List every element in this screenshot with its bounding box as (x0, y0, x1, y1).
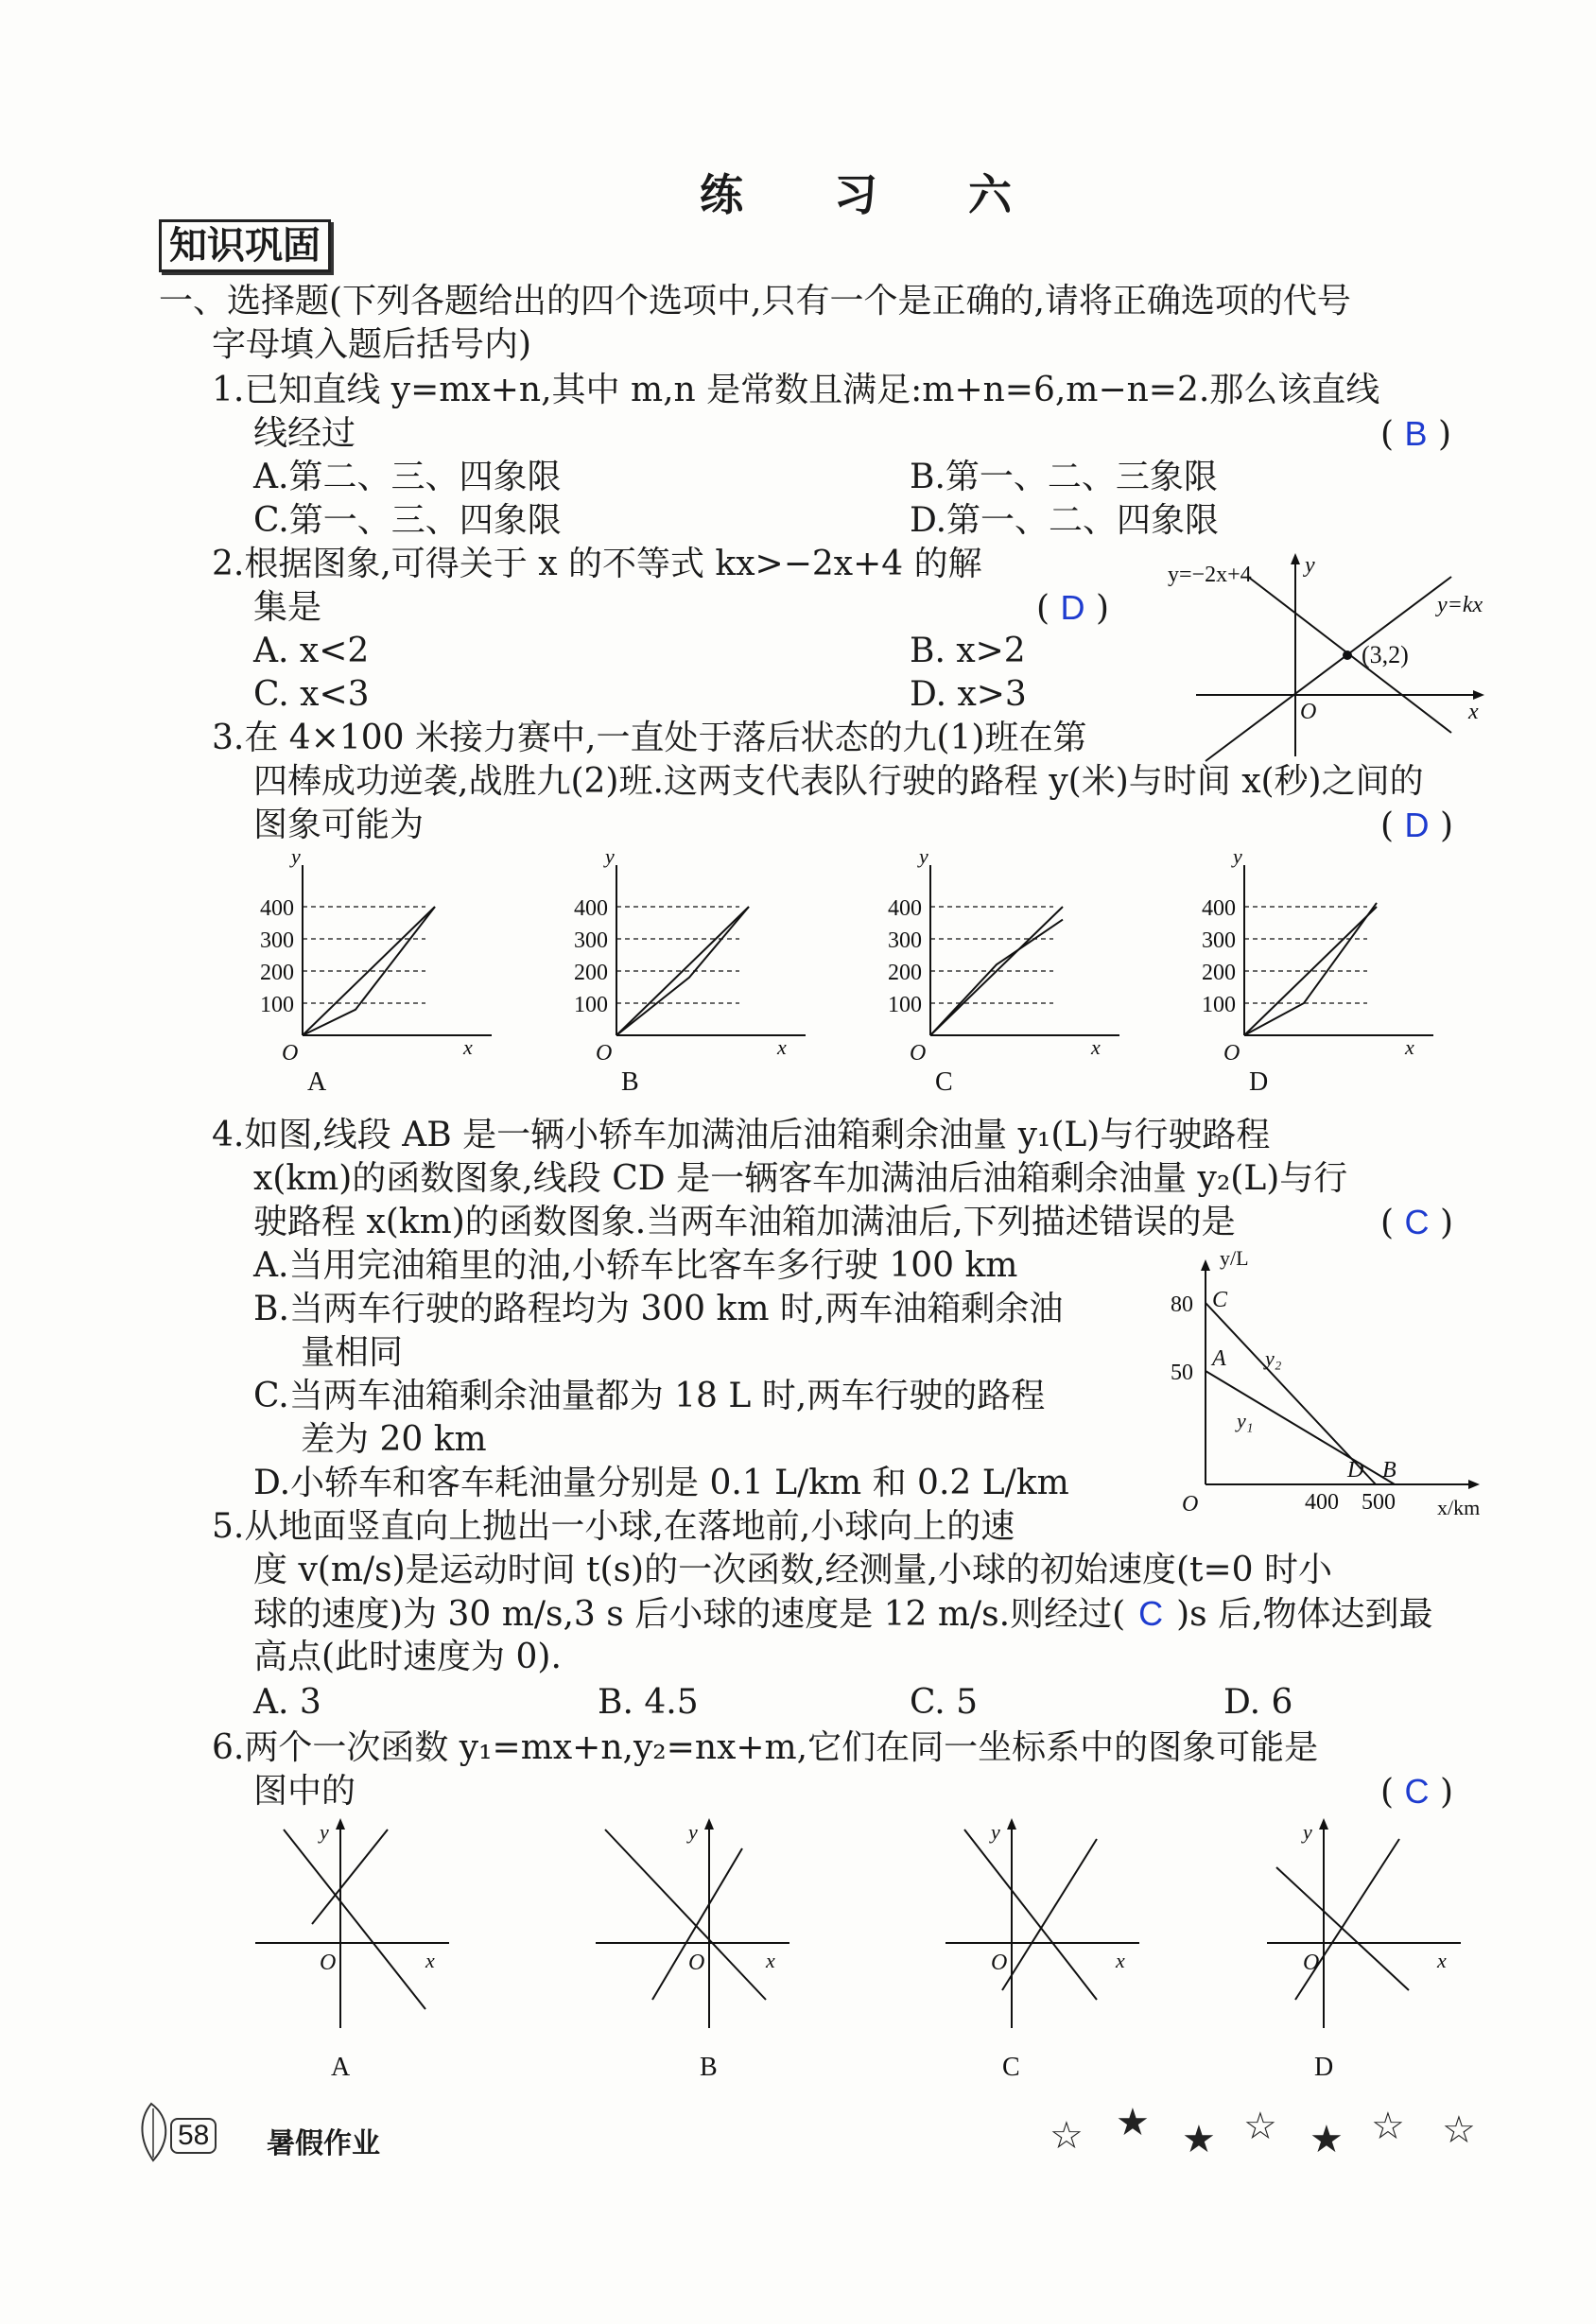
tick-label-300: 300 (888, 928, 922, 953)
q6-graph-A (246, 1811, 473, 2094)
answer-bracket-1: ( B ) (1380, 414, 1452, 454)
question-4-cont2: 驶路程 x(km)的函数图象.当两车油箱加满油后,下列描述错误的是 (253, 1203, 1236, 1241)
q5-option-a: A. 3 (253, 1683, 321, 1722)
q2-option-b: B. x>2 (910, 632, 1026, 670)
origin-label: O (1182, 1492, 1199, 1517)
y-tick-50: 50 (1171, 1361, 1193, 1385)
y-axis-arrow (1007, 1818, 1016, 1830)
q1-option-a: A.第二、三、四象限 (253, 458, 562, 496)
q5-option-c: C. 5 (910, 1683, 979, 1722)
q3-graph-C (883, 851, 1129, 1097)
y-axis-arrow (1201, 1259, 1210, 1271)
tick-label-400: 400 (888, 896, 922, 921)
label-line1: y=−2x+4 (1168, 563, 1252, 587)
tick-label-100: 100 (1202, 993, 1236, 1017)
star-icon: ☆ (1050, 2114, 1084, 2158)
axis-x-label: x (1091, 1035, 1101, 1059)
question-3: 3.在 4×100 米接力赛中,一直处于落后状态的九(1)班在第 (212, 719, 1087, 757)
graph-caption: C (935, 1067, 953, 1097)
question-4-cont: x(km)的函数图象,线段 CD 是一辆客车加满油后油箱剩余油量 y₂(L)与行 (253, 1159, 1348, 1198)
q6-graph-B (586, 1811, 813, 2094)
tick-label-200: 200 (260, 961, 294, 985)
intersection-point (1343, 650, 1352, 660)
q4-option-c-cont: 差为 20 km (301, 1420, 487, 1459)
question-1-cont: 线经过 (253, 414, 356, 453)
q3-graph-A (255, 851, 501, 1097)
origin-label: O (596, 1041, 613, 1066)
segment-ab (1206, 1371, 1395, 1484)
answer-bracket-4: ( C ) (1380, 1203, 1453, 1242)
page-title: 练 习 六 (700, 169, 1050, 220)
point-d: D (1347, 1458, 1364, 1483)
q5-text-after: )s 后,物体达到最 (1176, 1595, 1433, 1634)
graph-caption: D (1249, 1067, 1269, 1097)
function-line-2 (1295, 1839, 1399, 2000)
function-line-1 (605, 1830, 766, 2000)
star-icon: ☆ (1371, 2105, 1405, 2148)
function-line-1 (1276, 1867, 1409, 1990)
y-axis-arrow (1291, 553, 1300, 564)
x-axis-label: x/km (1437, 1496, 1481, 1519)
axis-y-label: y (291, 851, 301, 868)
q4-option-a: A.当用完油箱里的油,小轿车比客车多行驶 100 km (253, 1246, 1018, 1285)
point-c: C (1212, 1288, 1228, 1312)
question-2-cont: 集是 (253, 588, 322, 627)
axis-x-label: x (1116, 1949, 1125, 1972)
question-6: 6.两个一次函数 y₁=mx+n,y₂=nx+m,它们在同一坐标系中的图象可能是 (212, 1728, 1319, 1767)
q5-option-d: D. 6 (1223, 1683, 1293, 1722)
question-2: 2.根据图象,可得关于 x 的不等式 kx>−2x+4 的解 (212, 545, 982, 583)
question-5-cont2 (253, 1592, 1433, 1637)
axis-y-label: y (1305, 553, 1315, 578)
axis-x-label: x (766, 1949, 775, 1972)
graph-caption: B (621, 1067, 639, 1097)
star-icon: ☆ (1243, 2105, 1277, 2148)
y-axis-arrow (1319, 1818, 1328, 1830)
axis-y-label: y (688, 1820, 698, 1844)
tick-label-200: 200 (888, 961, 922, 985)
graph-caption: A (331, 2053, 351, 2082)
tick-label-400: 400 (1202, 896, 1236, 921)
q4-option-b: B.当两车行驶的路程均为 300 km 时,两车油箱剩余油 (253, 1290, 1064, 1328)
footer-leaf-icon (132, 2099, 174, 2169)
graph-caption: C (1002, 2053, 1020, 2082)
tick-label-100: 100 (888, 993, 922, 1017)
function-line-1 (964, 1830, 1097, 2000)
origin-label: O (688, 1951, 705, 1975)
origin-label: O (1303, 1951, 1320, 1975)
label-line2: y=kx (1437, 593, 1483, 617)
question-5-cont: 度 v(m/s)是运动时间 t(s)的一次函数,经测量,小球的初始速度(t=0 时小 (253, 1551, 1332, 1589)
answer-4: C (1404, 1203, 1430, 1241)
tick-label-400: 400 (574, 896, 608, 921)
x-axis-arrow (1468, 1480, 1480, 1489)
q4-option-b-cont: 量相同 (301, 1333, 404, 1372)
point-a: A (1212, 1346, 1226, 1371)
q6-graph-D (1258, 1811, 1484, 2094)
x-axis-arrow (1473, 690, 1484, 700)
origin-label: O (1223, 1041, 1240, 1066)
tick-label-100: 100 (260, 993, 294, 1017)
label-y1: y₁ (1237, 1409, 1254, 1432)
x-tick-400: 400 (1305, 1490, 1339, 1515)
q2-option-d: D. x>3 (910, 675, 1027, 714)
answer-5: C (1138, 1594, 1164, 1633)
function-line-2 (312, 1830, 388, 1924)
q3-graph-D (1197, 851, 1443, 1097)
star-icon: ★ (1310, 2118, 1344, 2161)
tick-label-200: 200 (1202, 961, 1236, 985)
q2-figure (1158, 544, 1499, 766)
section-header: 知识巩固 (159, 219, 331, 272)
axis-y-label: y (320, 1820, 329, 1844)
axis-y-label: y (919, 851, 928, 868)
part-heading-cont: 字母填入题后括号内) (212, 325, 532, 364)
axis-y-label: y (605, 851, 615, 868)
question-3-cont2: 图象可能为 (253, 806, 425, 844)
q2-option-a: A. x<2 (253, 632, 370, 670)
q2-option-c: C. x<3 (253, 675, 370, 714)
question-3-cont: 四棒成功逆袭,战胜九(2)班.这两支代表队行驶的路程 y(米)与时间 x(秒)之间的 (253, 762, 1424, 801)
star-icon: ★ (1182, 2118, 1216, 2161)
answer-bracket-6: ( C ) (1380, 1772, 1453, 1812)
tick-label-400: 400 (260, 896, 294, 921)
tick-label-200: 200 (574, 961, 608, 985)
question-5: 5.从地面竖直向上抛出一小球,在落地前,小球向上的速 (212, 1507, 1015, 1546)
function-line-2 (1002, 1839, 1097, 1990)
tick-label-100: 100 (574, 993, 608, 1017)
label-y2: y₂ (1265, 1346, 1282, 1370)
question-6-cont: 图中的 (253, 1772, 356, 1811)
axis-y-label: y (1233, 851, 1242, 868)
star-icon: ★ (1116, 2101, 1150, 2144)
function-line-2 (652, 1848, 742, 2000)
origin-label: O (991, 1951, 1008, 1975)
graph-caption: D (1314, 2053, 1334, 2082)
origin-label: O (910, 1041, 927, 1066)
axis-x-label: x (1468, 700, 1479, 724)
star-icon: ☆ (1442, 2108, 1476, 2152)
answer-3: D (1404, 806, 1430, 844)
q5-text-before: 球的速度)为 30 m/s,3 s 后小球的速度是 12 m/s.则经过( (253, 1595, 1126, 1634)
team-line-2 (930, 920, 1063, 1035)
answer-bracket-2: ( D ) (1036, 588, 1109, 628)
page-number: 58 (170, 2118, 217, 2154)
axis-y-label: y (1303, 1820, 1312, 1844)
origin-label: O (1300, 700, 1317, 724)
tick-label-300: 300 (574, 928, 608, 953)
label-point: (3,2) (1362, 641, 1409, 668)
origin-label: O (320, 1951, 337, 1975)
answer-2: D (1060, 588, 1085, 627)
q4-option-d: D.小轿车和客车耗油量分别是 0.1 L/km 和 0.2 L/km (253, 1464, 1069, 1502)
axis-x-label: x (1405, 1035, 1414, 1059)
q4-option-c: C.当两车油箱剩余油量都为 18 L 时,两车行驶的路程 (253, 1377, 1046, 1415)
q5-option-b: B. 4.5 (598, 1683, 699, 1722)
answer-6: C (1404, 1772, 1430, 1811)
y-axis-label: y/L (1220, 1248, 1249, 1270)
function-line-1 (284, 1830, 425, 2009)
axis-x-label: x (425, 1949, 435, 1972)
q1-option-c: C.第一、三、四象限 (253, 501, 562, 540)
question-5-cont3: 高点(此时速度为 0). (253, 1638, 562, 1676)
y-tick-80: 80 (1171, 1292, 1193, 1317)
origin-label: O (282, 1041, 299, 1066)
question-4: 4.如图,线段 AB 是一辆小轿车加满油后油箱剩余油量 y₁(L)与行驶路程 (212, 1116, 1271, 1154)
graph-caption: A (307, 1067, 327, 1097)
point-b: B (1382, 1458, 1396, 1483)
graph-caption: B (700, 2053, 718, 2082)
q3-graph-B (569, 851, 815, 1097)
axis-x-label: x (777, 1035, 787, 1059)
question-1: 1.已知直线 y=mx+n,其中 m,n 是常数且满足:m+n=6,m−n=2.那么该直线 (212, 371, 1380, 409)
x-tick-500: 500 (1362, 1490, 1396, 1515)
q1-option-b: B.第一、二、三象限 (910, 458, 1218, 496)
tick-label-300: 300 (1202, 928, 1236, 953)
part-heading: 一、选择题(下列各题给出的四个选项中,只有一个是正确的,请将正确选项的代号 (159, 282, 1351, 321)
tick-label-300: 300 (260, 928, 294, 953)
y-axis-arrow (336, 1818, 345, 1830)
answer-1: B (1404, 414, 1428, 453)
book-name: 暑假作业 (267, 2127, 380, 2160)
q6-graph-C (936, 1811, 1163, 2094)
axis-x-label: x (1437, 1949, 1447, 1972)
line-kx (1206, 577, 1451, 761)
answer-bracket-3: ( D ) (1380, 806, 1453, 845)
y-axis-arrow (704, 1818, 714, 1830)
q4-figure (1163, 1248, 1503, 1522)
axis-y-label: y (991, 1820, 1000, 1844)
axis-x-label: x (463, 1035, 473, 1059)
q1-option-d: D.第一、二、四象限 (910, 501, 1220, 540)
